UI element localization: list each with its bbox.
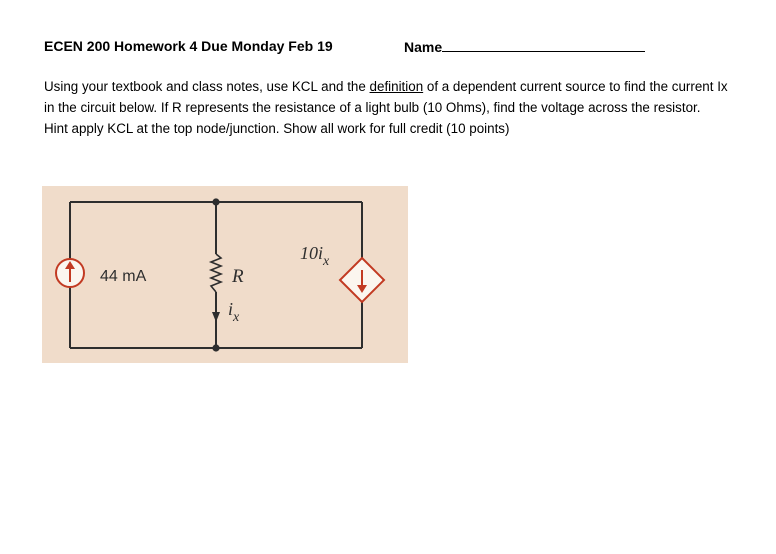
current-ix-label: $i_x$ [228,299,240,325]
name-field[interactable] [404,38,645,55]
name-label: Name [404,39,443,55]
problem-line-1: Using your textbook and class notes, use KCL and the definition of a dependent current source to find the current Ix [44,79,728,94]
problem-statement [44,76,744,139]
current-source [56,259,84,287]
dependent-source-label: $10i_x$ [300,243,330,269]
header [44,38,666,58]
homework-title: ECEN 200 Homework 4 Due Monday Feb 19 [44,38,333,54]
definition-link[interactable]: definition [369,79,424,94]
source-value-label: 44 mA [100,268,147,285]
problem-line-3: Hint apply KCL at the top node/junction. Show all work for full credit (10 points) [44,121,510,136]
resistor-label: R [232,266,244,287]
name-blank-line[interactable] [442,38,645,52]
circuit-diagram [42,186,408,363]
bottom-node [212,344,219,351]
top-node [212,198,219,205]
problem-line-2: in the circuit below. If R represents the resistance of a light bulb (10 Ohms), find the voltage across the resistor. [44,100,701,115]
